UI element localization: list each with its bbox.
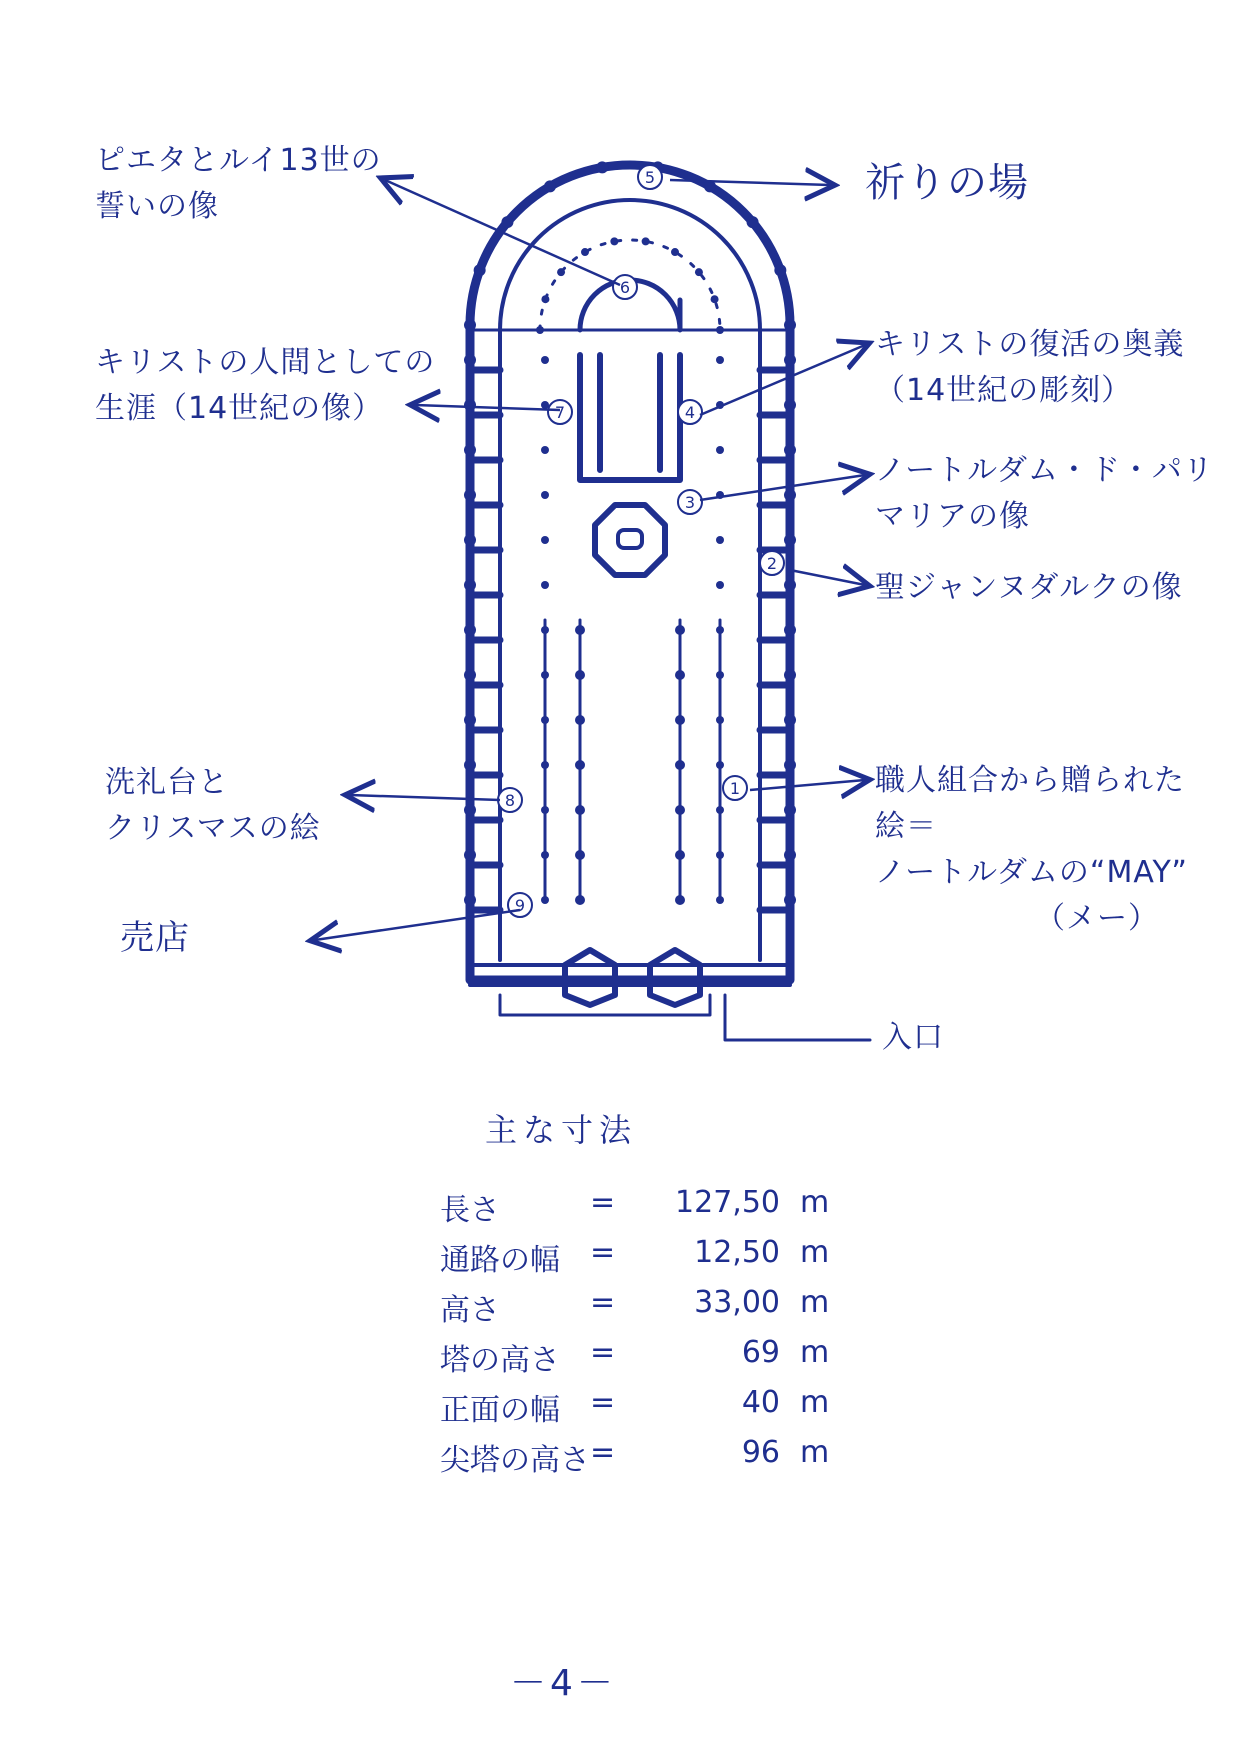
pillar [784, 714, 796, 726]
pillar [711, 295, 719, 303]
label-resurrection [875, 322, 1184, 414]
dimensions-title: 主な寸法 [485, 1111, 638, 1149]
pillar [464, 849, 476, 861]
pillar [464, 534, 476, 546]
pillar [784, 319, 796, 331]
pillar [675, 625, 685, 635]
pillar [474, 264, 486, 276]
label-line: 生涯（14世紀の像） [95, 391, 384, 426]
choir-enclosure [580, 355, 680, 480]
label-line: キリストの復活の奥義 [875, 327, 1185, 362]
pillar [541, 536, 549, 544]
pillar [464, 624, 476, 636]
dimension-value: 40 [741, 1385, 780, 1420]
label-line: ピエタとルイ13世の [95, 143, 382, 178]
pillar [716, 356, 724, 364]
pillar [541, 626, 549, 634]
marker-number: 4 [684, 403, 696, 422]
pillar [464, 669, 476, 681]
arrow-8 [350, 795, 500, 800]
label-line: 職人組合から贈られた [875, 763, 1185, 798]
dimension-unit: m [800, 1235, 830, 1270]
label-line: （メー） [1035, 901, 1159, 936]
pillar [716, 326, 724, 334]
pillar [464, 354, 476, 366]
label-pieta [95, 138, 382, 230]
pillar [784, 354, 796, 366]
pillar [610, 237, 618, 245]
dimension-value: 33,00 [694, 1285, 780, 1320]
label-baptismal-font [105, 760, 321, 852]
dimension-equals: = [590, 1185, 616, 1220]
label-line: 売店 [120, 918, 190, 958]
pillar [716, 626, 724, 634]
pillar [716, 896, 724, 904]
dimension-name: 尖塔の高さ [440, 1443, 590, 1478]
marker-number: 1 [729, 779, 741, 798]
pillar [716, 761, 724, 769]
pillar [541, 581, 549, 589]
label-guild-painting [875, 758, 1188, 942]
label-line: キリストの人間としての [95, 345, 436, 380]
pillar [575, 895, 585, 905]
label-line: 聖ジャンヌダルクの像 [875, 570, 1183, 605]
pillar [464, 579, 476, 591]
pillar [784, 804, 796, 816]
pillar [675, 895, 685, 905]
pillar [671, 248, 679, 256]
dimension-name: 塔の高さ [440, 1343, 560, 1378]
pillar [501, 216, 513, 228]
pillar [784, 534, 796, 546]
dimension-equals: = [590, 1235, 616, 1270]
marker-number: 7 [554, 403, 566, 422]
pillar [541, 671, 549, 679]
pillar [675, 850, 685, 860]
pillar [784, 579, 796, 591]
marker-number: 5 [644, 168, 656, 187]
dimension-equals: = [590, 1285, 616, 1320]
marker-number: 8 [504, 791, 516, 810]
arrow-9 [315, 910, 520, 940]
pillar [784, 399, 796, 411]
label-line: 絵＝ [875, 809, 937, 844]
pillar [784, 759, 796, 771]
dimension-name: 通路の幅 [440, 1243, 560, 1278]
label-shop [120, 915, 190, 961]
pillar [784, 669, 796, 681]
label-line: マリアの像 [875, 499, 1030, 534]
pillar [716, 536, 724, 544]
pillar [675, 805, 685, 815]
pillar [575, 715, 585, 725]
pillar [575, 625, 585, 635]
pillar [581, 248, 589, 256]
dimension-unit: m [800, 1435, 830, 1470]
pillar [575, 850, 585, 860]
label-prayer-space [865, 160, 1029, 206]
pillar [541, 806, 549, 814]
pillar [464, 894, 476, 906]
pillar [675, 715, 685, 725]
altar [595, 505, 665, 575]
pillar [784, 624, 796, 636]
arrow-1 [750, 780, 865, 790]
pillar [575, 670, 585, 680]
pillar [541, 896, 549, 904]
pillar [541, 491, 549, 499]
dimension-value: 69 [741, 1335, 780, 1370]
pillar [464, 489, 476, 501]
label-line: ノートルダム・ド・パリ [875, 453, 1214, 488]
pillar [541, 446, 549, 454]
label-joan-of-arc [875, 565, 1183, 611]
pillar [716, 716, 724, 724]
dimension-unit: m [800, 1385, 830, 1420]
pillar [675, 760, 685, 770]
dimension-name: 正面の幅 [440, 1393, 560, 1428]
dimension-value: 96 [741, 1435, 780, 1470]
pillar [541, 716, 549, 724]
label-notre-dame-mary [875, 448, 1214, 540]
dimension-name: 高さ [440, 1293, 500, 1328]
pillar [575, 760, 585, 770]
pillar [464, 444, 476, 456]
pillar [695, 268, 703, 276]
marker-number: 6 [619, 278, 631, 297]
pillar [541, 356, 549, 364]
label-life-of-christ [95, 340, 435, 432]
pillar [596, 161, 608, 173]
dimension-value: 127,50 [675, 1185, 780, 1220]
pillar [784, 444, 796, 456]
pillar [675, 670, 685, 680]
arrow-4 [700, 345, 865, 415]
label-line: クリスマスの絵 [105, 811, 321, 846]
pillar [464, 759, 476, 771]
pillar [575, 805, 585, 815]
label-line: 祈りの場 [865, 160, 1029, 206]
dimension-equals: = [590, 1435, 616, 1470]
pillar [716, 446, 724, 454]
pillar [557, 268, 565, 276]
label-entrance [882, 1015, 944, 1061]
dimension-value: 12,50 [694, 1235, 780, 1270]
label-line: 入口 [882, 1020, 944, 1055]
pillar [536, 326, 544, 334]
pillar [541, 295, 549, 303]
pillar [784, 849, 796, 861]
dimension-name: 長さ [440, 1193, 500, 1228]
pillar [716, 806, 724, 814]
dimension-equals: = [590, 1335, 616, 1370]
altar-center [618, 530, 642, 548]
pillar [774, 264, 786, 276]
page-number: －4－ [510, 1663, 617, 1704]
pillar [716, 851, 724, 859]
label-line: 洗礼台と [105, 765, 229, 800]
pillar [747, 216, 759, 228]
pillar [716, 581, 724, 589]
pillar [464, 804, 476, 816]
arrow-2 [790, 570, 865, 585]
arrow-6 [385, 180, 620, 285]
label-line: （14世紀の彫刻） [875, 373, 1133, 408]
arrow-3 [700, 475, 865, 500]
pillar [464, 319, 476, 331]
dimension-unit: m [800, 1335, 830, 1370]
marker-number: 9 [514, 896, 526, 915]
dimension-equals: = [590, 1385, 616, 1420]
pillar [642, 237, 650, 245]
arrow-7 [415, 405, 560, 410]
dimension-unit: m [800, 1285, 830, 1320]
pillar [541, 851, 549, 859]
pillar [541, 761, 549, 769]
marker-number: 2 [766, 554, 778, 573]
pillar [784, 489, 796, 501]
dimension-unit: m [800, 1185, 830, 1220]
pillar [784, 894, 796, 906]
label-line: ノートルダムの“MAY” [875, 855, 1188, 890]
pillar [544, 180, 556, 192]
pillar [464, 714, 476, 726]
label-line: 誓いの像 [95, 189, 219, 224]
marker-number: 3 [684, 493, 696, 512]
pillar [716, 671, 724, 679]
pillar [464, 399, 476, 411]
